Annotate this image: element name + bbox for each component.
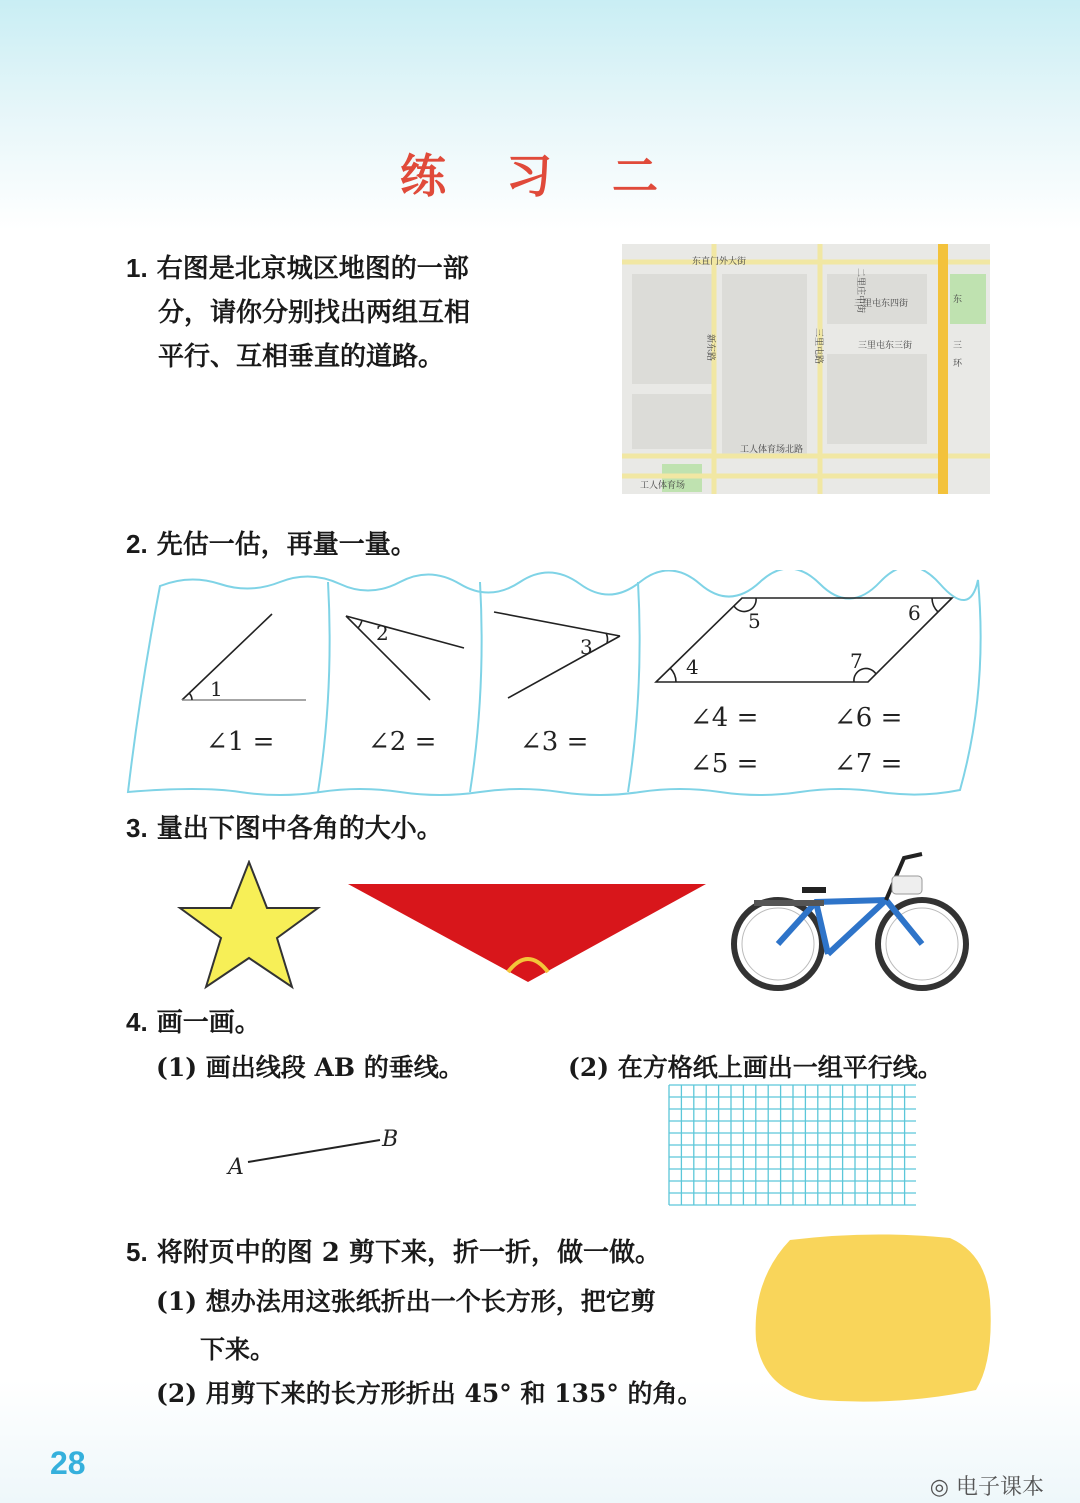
beijing-map <box>622 244 990 494</box>
question-1-line-1: 右图是北京城区地图的一部 <box>156 254 469 284</box>
page-title: 练 习 二 <box>399 149 681 203</box>
map-label: 东直门外大街 <box>692 257 747 267</box>
question-2 <box>126 522 417 567</box>
map-label: 工人体育场北路 <box>740 445 804 455</box>
question-5-part-1 <box>156 1278 656 1374</box>
angle-mark: 6 <box>908 601 921 625</box>
page-number: 28 <box>50 1445 86 1481</box>
map-label: 新东路 <box>705 334 715 362</box>
angle-mark: 4 <box>686 655 699 679</box>
grid-paper <box>668 1084 918 1206</box>
question-1 <box>126 246 470 379</box>
red-scarf <box>344 880 710 986</box>
question-4 <box>126 1000 261 1045</box>
question-4-text: 画一画。 <box>156 1008 261 1038</box>
map-label: 三里屯东四街 <box>854 299 909 309</box>
bicycle-image <box>726 846 974 994</box>
question-4-part-1: (1) 画出线段 AB 的垂线。 <box>156 1053 464 1082</box>
question-1-line-2: 分，请你分别找出两组互相 <box>158 298 471 328</box>
angle-answer: ∠3 = <box>520 727 589 757</box>
angle-answer: ∠5 = <box>690 749 759 779</box>
angle-mark: 3 <box>580 635 593 659</box>
angle-mark: 5 <box>748 609 761 633</box>
angle-mark: 2 <box>376 621 389 645</box>
point-b-label: B <box>382 1127 399 1152</box>
map-label: 三 <box>953 341 963 351</box>
question-number: 4. <box>126 1007 148 1037</box>
question-number: 3. <box>126 813 148 843</box>
segment-ab <box>224 1122 414 1182</box>
question-number: 2. <box>126 529 148 559</box>
angle-answer: ∠4 = <box>690 703 759 733</box>
angle-panel <box>120 570 990 802</box>
angle-answer: ∠2 = <box>368 727 437 757</box>
question-number: 5. <box>126 1237 148 1267</box>
question-5 <box>126 1230 661 1275</box>
question-4-part-2: (2) 在方格纸上画出一组平行线。 <box>568 1053 943 1082</box>
wechat-icon: ◎ <box>929 1475 956 1500</box>
map-label: 东 <box>953 295 963 305</box>
map-label: 三里屯路 <box>813 328 823 365</box>
question-5-part-2: (2) 用剪下来的长方形折出 45° 和 135° 的角。 <box>156 1379 703 1408</box>
question-5-part-1-line-1: (1) 想办法用这张纸折出一个长方形，把它剪 <box>156 1287 656 1316</box>
angle-answer: ∠7 = <box>834 749 903 779</box>
question-5-text: 将附页中的图 2 剪下来，折一折，做一做。 <box>156 1238 661 1268</box>
star-shape <box>176 860 322 990</box>
question-3 <box>126 806 443 851</box>
angle-mark: 7 <box>850 649 863 673</box>
map-label: 二里庄中街 <box>855 268 865 314</box>
question-5-part-1-line-2: 下来。 <box>200 1335 276 1364</box>
watermark <box>930 1470 1044 1501</box>
point-a-label: A <box>228 1155 244 1180</box>
angle-answer: ∠1 = <box>206 727 275 757</box>
question-3-text: 量出下图中各角的大小。 <box>156 814 443 844</box>
question-2-text: 先估一估，再量一量。 <box>156 530 417 560</box>
map-label: 三里屯东三街 <box>858 341 913 351</box>
map-label: 环 <box>953 359 963 369</box>
question-1-line-3: 平行、互相垂直的道路。 <box>158 342 445 372</box>
angle-mark: 1 <box>210 677 223 701</box>
watermark-text: 电子课本 <box>955 1475 1044 1500</box>
yellow-paper <box>750 1230 994 1406</box>
angle-answer: ∠6 = <box>834 703 903 733</box>
map-label: 工人体育场 <box>640 481 686 491</box>
question-number: 1. <box>126 253 148 283</box>
